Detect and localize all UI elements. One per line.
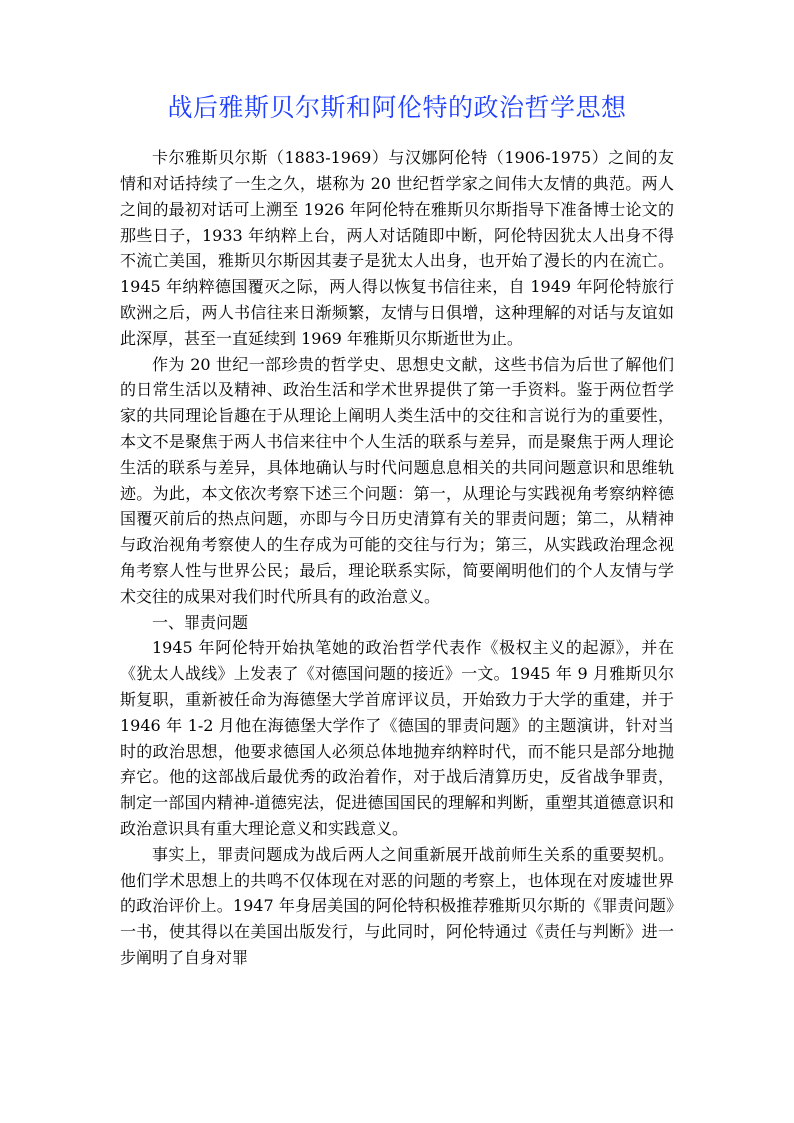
- body-paragraph: 1945 年阿伦特开始执笔她的政治哲学代表作《极权主义的起源》，并在《犹太人战线》上发表了《对德国问题的接近》一文。1945 年 9 月雅斯贝尔斯复职，重新被任命为海德堡大学首席评议员，开始致力于大学的重建，并于 1946 年 1-2 月他在海德堡大学作了《德国的罪责问题》的主题演讲，针对当时的政治思想，他要求德国人必须总体地抛弃纳粹时代，而不能只是部分地抛弃它。他的这部战后最优秀的政治着作，对于战后清算历史，反省战争罪责，制定一部国内精神-道德宪法，促进德国国民的理解和判断，重塑其道德意识和政治意识具有重大理论意义和实践意义。: [120, 638, 674, 838]
- body-paragraph: 事实上，罪责问题成为战后两人之间重新展开战前师生关系的重要契机。他们学术思想上的共鸣不仅体现在对恶的问题的考察上，也体现在对废墟世界的政治评价上。1947 年身居美国的阿伦特积极推荐雅斯贝尔斯的《罪责问题》一书，使其得以在美国出版发行，与此同时，阿伦特通过《责任与判断》进一步阐明了自身对罪: [120, 844, 674, 967]
- body-paragraph: 卡尔雅斯贝尔斯（1883-1969）与汉娜阿伦特（1906-1975）之间的友情和对话持续了一生之久，堪称为 20 世纪哲学家之间伟大友情的典范。两人之间的最初对话可上溯至 1926 年阿伦特在雅斯贝尔斯指导下准备博士论文的那些日子，1933 年纳粹上台，两人对话随即中断，阿伦特因犹太人出身不得不流亡美国，雅斯贝尔斯因其妻子是犹太人出身，也开始了漫长的内在流亡。1945 年纳粹德国覆灭之际，两人得以恢复书信往来，自 1949 年阿伦特旅行欧洲之后，两人书信往来日渐频繁，友情与日俱增，这种理解的对话与友谊如此深厚，甚至一直延续到 1969 年雅斯贝尔斯逝世为止。: [120, 148, 674, 348]
- body-paragraph: 作为 20 世纪一部珍贵的哲学史、思想史文献，这些书信为后世了解他们的日常生活以及精神、政治生活和学术世界提供了第一手资料。鉴于两位哲学家的共同理论旨趣在于从理论上阐明人类生活中的交往和言说行为的重要性，本文不是聚焦于两人书信来往中个人生活的联系与差异，而是聚焦于两人理论生活的联系与差异，具体地确认与时代问题息息相关的共同问题意识和思维轨迹。为此，本文依次考察下述三个问题：第一，从理论与实践视角考察纳粹德国覆灭前后的热点问题，亦即与今日历史清算有关的罪责问题；第二，从精神与政治视角考察使人的生存成为可能的交往与行为；第三，从实践政治理念视角考察人性与世界公民；最后，理论联系实际，简要阐明他们的个人友情与学术交往的成果对我们时代所具有的政治意义。: [120, 354, 674, 606]
- section-heading: 一、罪责问题: [152, 612, 249, 632]
- document-page: [120, 92, 674, 971]
- document-title: 战后雅斯贝尔斯和阿伦特的政治哲学思想: [167, 93, 627, 122]
